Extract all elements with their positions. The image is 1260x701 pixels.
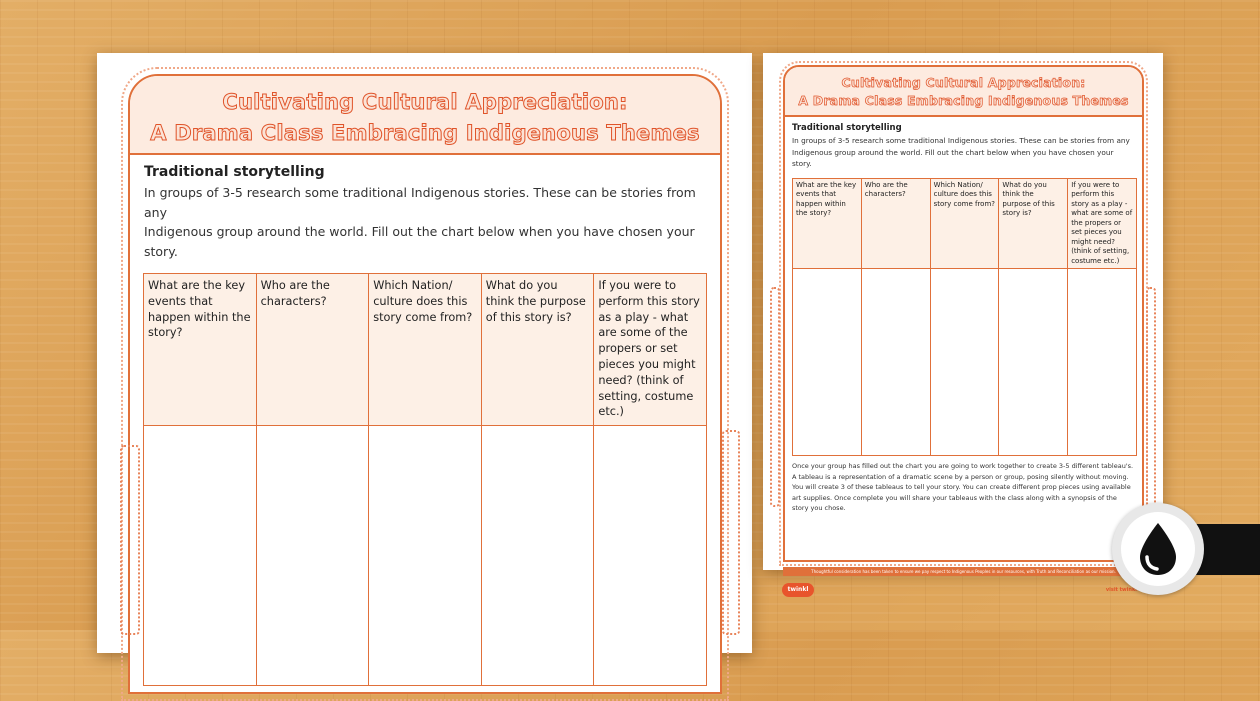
intro-line-2: Indigenous group around the world. Fill out the chart below when you have chosen your story. xyxy=(144,224,695,259)
column-header: Who are the characters? xyxy=(861,178,930,269)
brand-logo: twinkl xyxy=(782,583,814,597)
decorative-tab xyxy=(770,287,780,507)
title-line-2: A Drama Class Embracing Indigenous Themes xyxy=(150,121,700,145)
column-header: Which Nation/ culture does this story come from? xyxy=(930,178,999,269)
footer-notice: Thoughtful consideration has been taken to ensure we pay respect to Indigenous Peoples in our resources, with Truth and Reconciliation as our mission. xyxy=(783,567,1144,576)
section-heading: Traditional storytelling xyxy=(144,164,325,180)
answer-cell[interactable] xyxy=(999,269,1068,456)
answer-cell[interactable] xyxy=(861,269,930,456)
column-header: If you were to perform this story as a play - what are some of the propers or set pieces you might need? (think of setting, costume etc.) xyxy=(1068,178,1137,269)
answer-cell[interactable] xyxy=(594,426,707,686)
column-header: What are the key events that happen within the story? xyxy=(793,178,862,269)
answer-cell[interactable] xyxy=(256,426,369,686)
chart-answer-row xyxy=(144,426,707,686)
title-line-2: A Drama Class Embracing Indigenous Themes xyxy=(798,92,1129,108)
worksheet-header xyxy=(130,76,720,155)
story-chart-table xyxy=(143,273,707,686)
intro-text: In groups of 3-5 research some traditional Indigenous stories. These can be stories from any Indigenous group around the world. Fill out the chart below when you have chosen your story. xyxy=(792,136,1130,168)
answer-cell[interactable] xyxy=(144,426,257,686)
column-header: Which Nation/ culture does this story come from? xyxy=(369,274,482,426)
visit-link[interactable]: visit twinkl xyxy=(1105,587,1137,593)
answer-cell[interactable] xyxy=(793,269,862,456)
title-line-1: Cultivating Cultural Appreciation: xyxy=(841,75,1086,90)
worksheet-page-preview xyxy=(763,53,1163,593)
answer-cell[interactable] xyxy=(369,426,482,686)
worksheet-frame-preview xyxy=(783,65,1144,562)
answer-cell[interactable] xyxy=(930,269,999,456)
answer-cell[interactable] xyxy=(481,426,594,686)
intro-line-1: In groups of 3-5 research some traditional Indigenous stories. These can be stories from any xyxy=(144,185,696,220)
column-header: What do you think the purpose of this story is? xyxy=(481,274,594,426)
chart-answer-row xyxy=(793,269,1137,456)
column-header: What do you think the purpose of this story is? xyxy=(999,178,1068,269)
story-chart-table-preview xyxy=(792,178,1137,457)
section-heading: Traditional storytelling xyxy=(792,123,902,133)
chart-header-row xyxy=(793,178,1137,269)
tableau-instructions: Once your group has filled out the chart you are going to work together to create 3-5 different tableau's. A tableau is a representation of a dramatic scene by a person or group, posing silently without moving. You will create 3 of these tableaus to tell your story. You can create different prop pieces using available art supplies. Once complete you will share your tableaus with the class along with a synopsis of the story you chose. xyxy=(792,462,1134,512)
column-header: If you were to perform this story as a play - what are some of the propers or set pieces you might need? (think of setting, costume etc.) xyxy=(594,274,707,426)
chart-header-row xyxy=(144,274,707,426)
title-line-1: Cultivating Cultural Appreciation: xyxy=(222,90,628,114)
worksheet-header-preview xyxy=(785,67,1142,117)
column-header: Who are the characters? xyxy=(256,274,369,426)
worksheet-page-large xyxy=(97,53,752,653)
decorative-tab xyxy=(722,430,740,635)
intro-text xyxy=(144,183,706,261)
answer-cell[interactable] xyxy=(1068,269,1137,456)
decorative-tab xyxy=(1146,287,1156,507)
decorative-tab xyxy=(120,445,140,635)
format-badge xyxy=(1112,503,1204,595)
column-header: What are the key events that happen within the story? xyxy=(144,274,257,426)
ink-drop-icon xyxy=(1136,521,1180,577)
worksheet-frame xyxy=(128,74,722,694)
